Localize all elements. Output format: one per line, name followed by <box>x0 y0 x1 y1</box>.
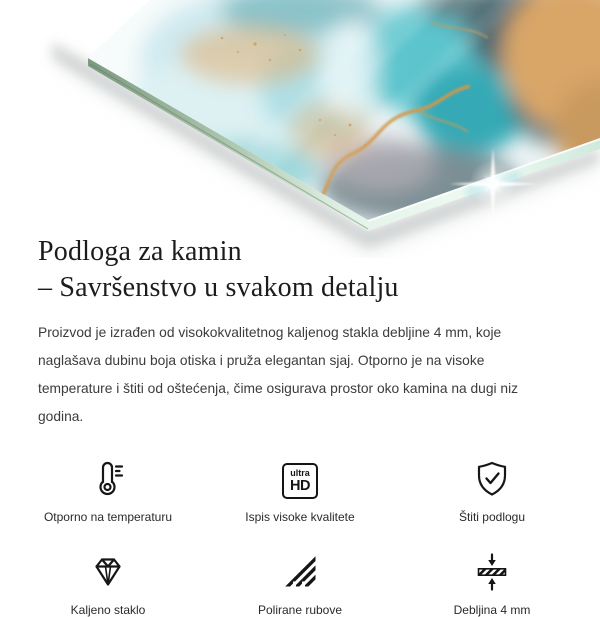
page-title-line1: Podloga za kamin <box>38 236 242 267</box>
ultra-hd-icon-text-top: ultra <box>290 467 310 478</box>
product-image <box>0 0 600 234</box>
glass-panel-illustration <box>0 0 600 258</box>
polished-edges-icon <box>280 548 320 592</box>
ultra-hd-icon <box>282 455 318 499</box>
feature-grid <box>0 455 600 617</box>
feature-label: Otporno na temperaturu <box>43 510 173 524</box>
feature-protection <box>396 455 588 524</box>
feature-label: Štiti podlogu <box>458 510 526 524</box>
shield-check-icon <box>472 455 512 499</box>
feature-temperature <box>12 455 204 524</box>
page-title-line2: – Savršenstvo u svakom detalju <box>38 272 399 303</box>
feature-label: Polirane rubove <box>257 603 343 617</box>
product-description: Proizvod je izrađen od visokokvalitetnog kaljenog stakla debljine 4 mm, koje naglašava dubinu boja otiska i pruža elegantan sjaj. Otporno je na visoke temperature i štiti od oštećenja, čime osigurava prostor oko kamina na dugi niz godina. <box>38 325 519 424</box>
diamond-icon <box>88 548 128 592</box>
feature-tempered-glass <box>12 548 204 617</box>
feature-label: Kaljeno staklo <box>70 603 146 617</box>
feature-polished-edges <box>204 548 396 617</box>
feature-print-quality <box>204 455 396 524</box>
thickness-icon <box>472 548 512 592</box>
ultra-hd-icon-text-bottom: HD <box>290 477 310 494</box>
thermometer-icon <box>88 455 128 499</box>
feature-label: Debljina 4 mm <box>453 603 531 617</box>
feature-label: Ispis visoke kvalitete <box>245 510 355 524</box>
feature-thickness <box>396 548 588 617</box>
